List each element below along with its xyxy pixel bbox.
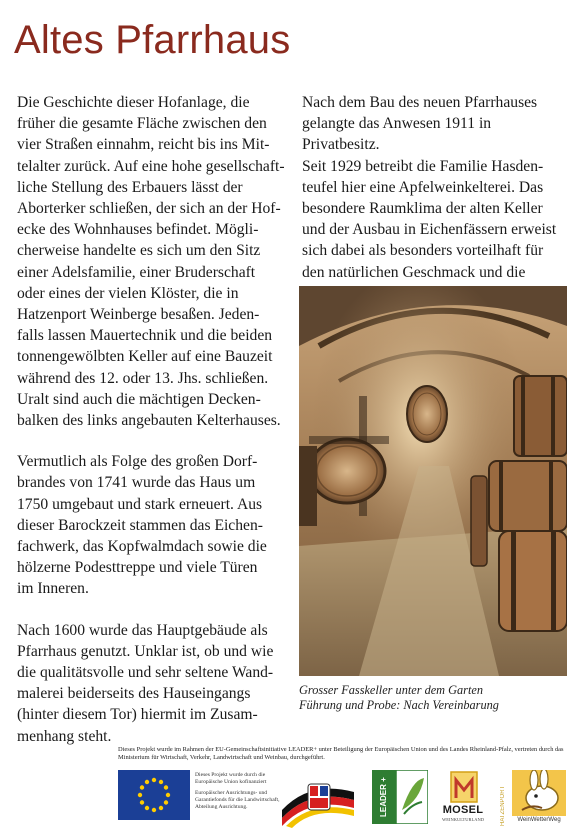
- eu-text-cofinanced: Dieses Projekt wurde durch die Europäische Union kofinanziert: [195, 772, 267, 785]
- mosel-label: MOSEL: [442, 804, 484, 816]
- paragraph-history: Die Geschichte dieser Hofanlage, die früher die gesamte Fläche zwischen den vier Straßen einnahm, reicht bis ins Mit- telalter zurück. Auf eine hohe gesellschaft- liche Stellung des Erbauers lässt der Aborterker schließen, der sich an der Hof- ecke des Wohnhauses befindet. Mögli- cherweise handelte es sich um den Sitz einer Adelsfamilie, einer Bruderschaft oder eines der vielen Klöster, die in Hatzenport Weinberge besaßen. Jeden- falls lassen Mauertechnik und die beiden tonnengewölbten Keller auf eine Bauzeit während des 12. oder 13. Jhs. schließen. Uralt sind auch die mächtigen Decken- balken des links angebauten Kelterhauses.: [17, 94, 285, 430]
- leader-plus-logo: [372, 770, 428, 824]
- eu-text-fund: Europäischer Ausrichtungs- und Garantiefonds für die Landwirtschaft, Abteilung Ausrichtung.: [195, 790, 280, 810]
- weinwetterweg-logo: [500, 770, 566, 826]
- hatzenport-vertical-label: HATZENPORT: [500, 785, 506, 826]
- mosel-sub-label: WEINKULTURLAND: [441, 817, 485, 822]
- paragraph-cider-press: Nach dem Bau des neuen Pfarrhauses gelangte das Anwesen 1911 in Privatbesitz. Seit 1929 betreibt die Familie Hasden- teufel hier eine Apfelweinkelterei. Das besondere Raumklima der alten Keller und der Ausbau in Eichenfässern erweist sich dabei als besonders vorteilhaft für den natürlichen Geschmack und die: [302, 94, 557, 281]
- page-title: Altes Pfarrhaus: [14, 18, 291, 62]
- cellar-photo: [299, 286, 567, 676]
- left-text-column: [17, 92, 289, 767]
- paragraph-rectory: Nach 1600 wurde das Hauptgebäude als Pfarrhaus genutzt. Unklar ist, ob und wie die qualitätsvolle und sehr seltene Wand- malerei beiderseits des Hauseingangs (hinter diesem Tor) hiermit im Zusam- menhang steht.: [17, 621, 274, 745]
- rheinland-pfalz-logo-icon: [280, 770, 356, 828]
- funding-notice: Dieses Projekt wurde im Rahmen der EU-Gemeinschaftsinitiative LEADER+ unter Beteiligung der Europäischen Union und des Landes Rheinland-Pfalz, vertreten durch das Ministerium für Wirtschaft, Verkehr, Landwirtschaft und Weinbau, durchgeführt.: [118, 746, 564, 761]
- leader-label: LEADER +: [372, 770, 396, 824]
- photo-caption: Grosser Fasskeller unter dem Garten Führung und Probe: Nach Vereinbarung: [299, 683, 499, 712]
- paragraph-baroque: Vermutlich als Folge des großen Dorf- brandes von 1741 wurde das Haus um 1750 umgebaut und stark erneuert. Aus dieser Barockzeit stammen das Eichen- fachwerk, das Kopfwalmdach sowie die hölzerne Podesttreppe und viele Türen im Inneren.: [17, 453, 267, 598]
- weinwetterweg-label: WeinWetterWeg: [517, 817, 561, 823]
- mosel-weinkulturland-logo: [436, 770, 494, 824]
- eu-cofunding-text: [195, 772, 283, 815]
- eu-flag-icon: [118, 770, 190, 820]
